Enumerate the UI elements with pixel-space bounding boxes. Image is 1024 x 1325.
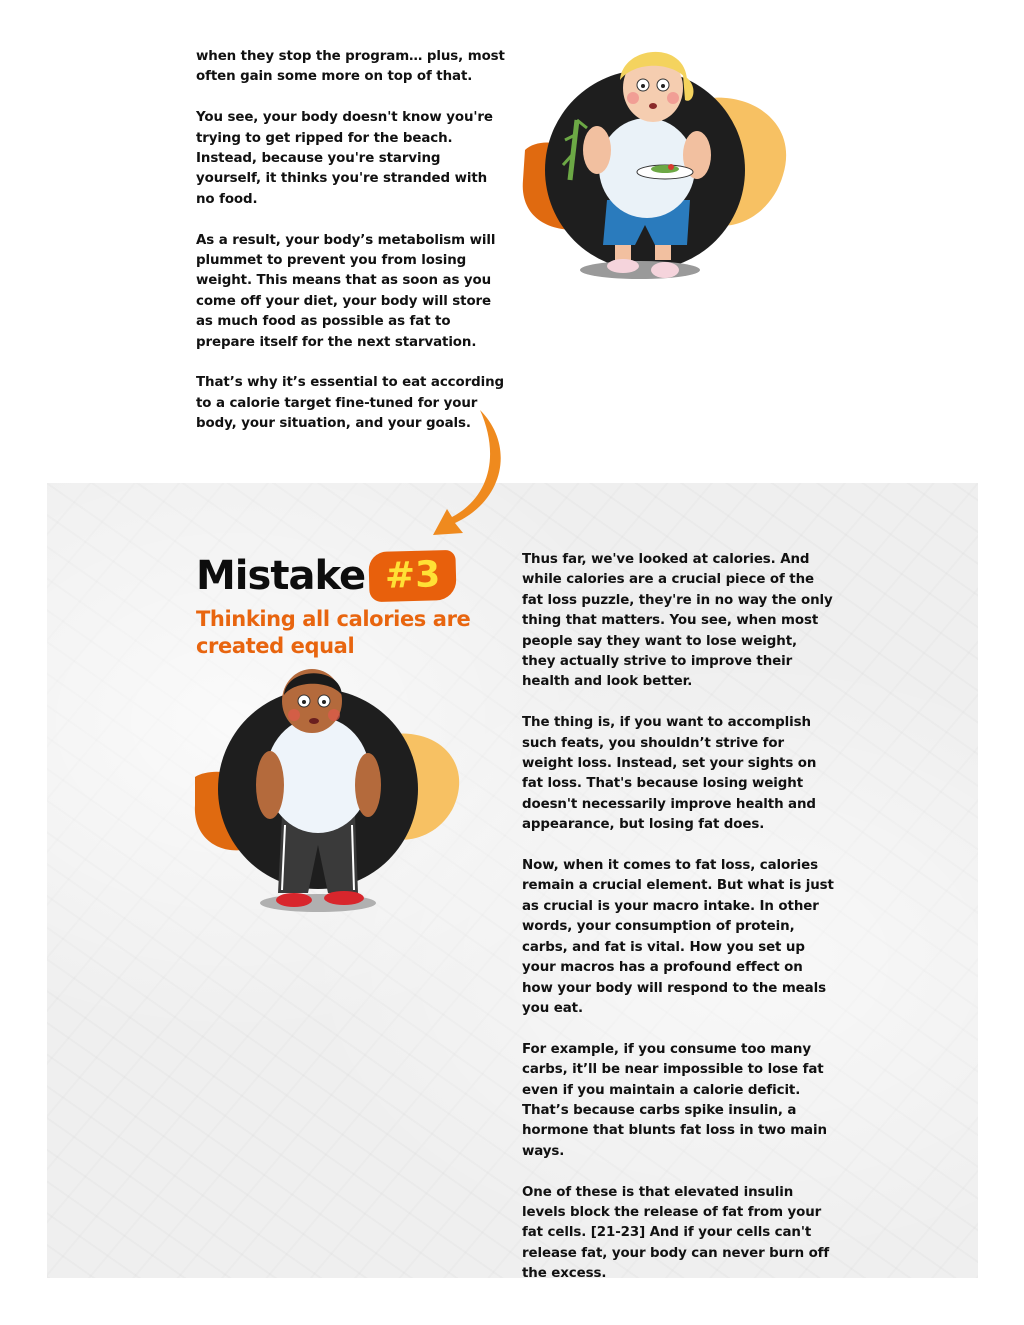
mistake-number-badge: #3 [368, 550, 456, 602]
top-text-column [196, 47, 506, 455]
paragraph: As a result, your body’s metabolism will plummet to prevent you from losing weight. This means that as soon as you come off your diet, your body will store as much food as possible as fat to prepare itself for the next starvation. [196, 232, 496, 350]
curved-arrow-icon [425, 405, 515, 545]
shadow [580, 261, 700, 279]
paragraph: One of these is that elevated insulin levels block the release of fat from your fat cells. [21-23] And if your cells can't release fat, your body can never burn off the excess. [522, 1184, 830, 1282]
paragraph: That’s why it’s essential to eat according to a calorie target fine-tuned for your body, your situation, and your goals. [196, 375, 504, 432]
man-illustration [190, 665, 470, 920]
paragraph: Thus far, we've looked at calories. And while calories are a crucial piece of the fat loss puzzle, they're in no way the only thing that matters. You see, when most people say they want to lose weight, they actually strive to improve their health and look better. [522, 552, 833, 690]
paragraph: For example, if you consume too many carbs, it’ll be near impossible to lose fat even if you maintain a calorie deficit. That’s because carbs spike insulin, a hormone that blunts fat loss in two main ways. [522, 1041, 827, 1159]
woman-with-salad-illustration [515, 40, 795, 290]
mistake-subtitle: Thinking all calories are created equal [196, 607, 471, 658]
paragraph: You see, your body doesn't know you're trying to get ripped for the beach. Instead, because you're starving yourself, it thinks you're stranded with no food. [196, 110, 493, 207]
paragraph: Now, when it comes to fat loss, calories remain a crucial element. But what is just as crucial is your macro intake. In other words, your consumption of protein, carbs, and fat is vital. How you set up your macros has a profound effect on how your body will respond to the meals you eat. [522, 858, 834, 1016]
right-text-column [522, 550, 834, 1305]
paragraph: The thing is, if you want to accomplish such feats, you shouldn’t strive for weight loss. Instead, set your sights on fat loss. That's because losing weight doesn't necessarily improve health and appearance, but losing fat does. [522, 715, 817, 833]
mistake-title: Mistake [196, 553, 366, 599]
mistake-heading [196, 548, 516, 660]
paragraph: when they stop the program… plus, most often gain some more on top of that. [196, 49, 505, 85]
